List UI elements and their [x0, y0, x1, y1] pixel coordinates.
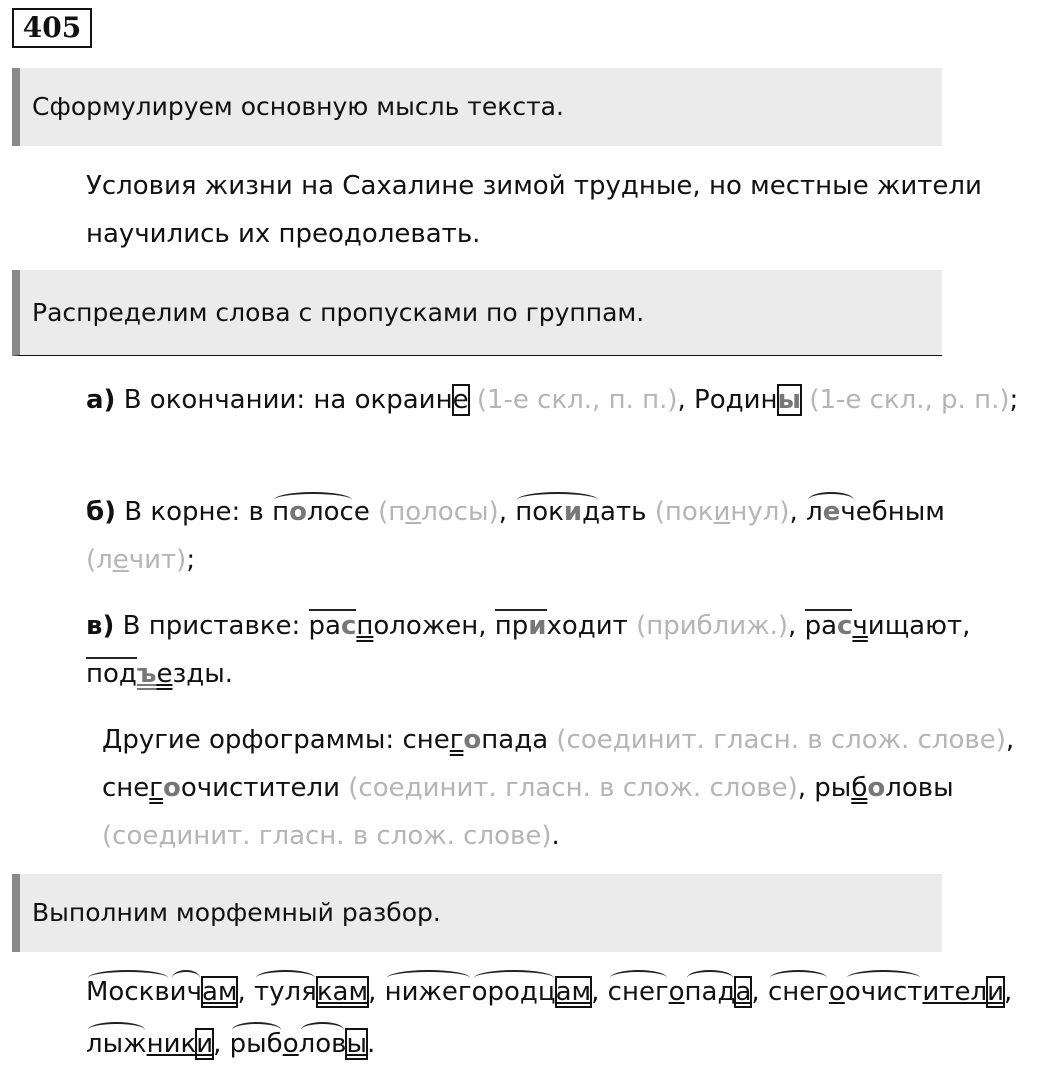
heading-morpheme-analysis: Выполним морфемный разбор. [12, 874, 942, 952]
group-b-label: б) [86, 497, 117, 527]
main-idea-text: Условия жизни на Сахалине зимой трудные, но местные жители научились их преодолевать. [86, 171, 982, 249]
other-orthograms: Другие орфограммы: снегопада (соединит. гласн. в слож. слове), снегоочистители (соединит. гласн. в слож. слове), рыболовы (соединит. гласн. в слож. слове). [102, 725, 1015, 851]
morpheme-words: Москвичам, тулякам, нижегородцам, снегопада, снегоочистители, лыжники, рыболовы. [12, 966, 1022, 1070]
group-v: в) В приставке: расположен, приходит (приближ.), расчищают, подъезды. [86, 611, 971, 689]
heading-main-idea: Сформулируем основную мысль текста. [12, 68, 942, 146]
group-a-label: а) [86, 385, 116, 415]
group-a: а) В окончании: на окраине (1-е скл., п. п.), Родины (1-е скл., р. п.); [86, 385, 1019, 415]
group-v-label: в) [86, 611, 115, 641]
group-b: б) В корне: в полосе (полосы), покидать (покинул), лечебным (лечит); [12, 488, 1022, 584]
exercise-number: 405 [12, 8, 92, 48]
heading-distribute-words: Распределим слова с пропусками по группам. [12, 270, 942, 356]
